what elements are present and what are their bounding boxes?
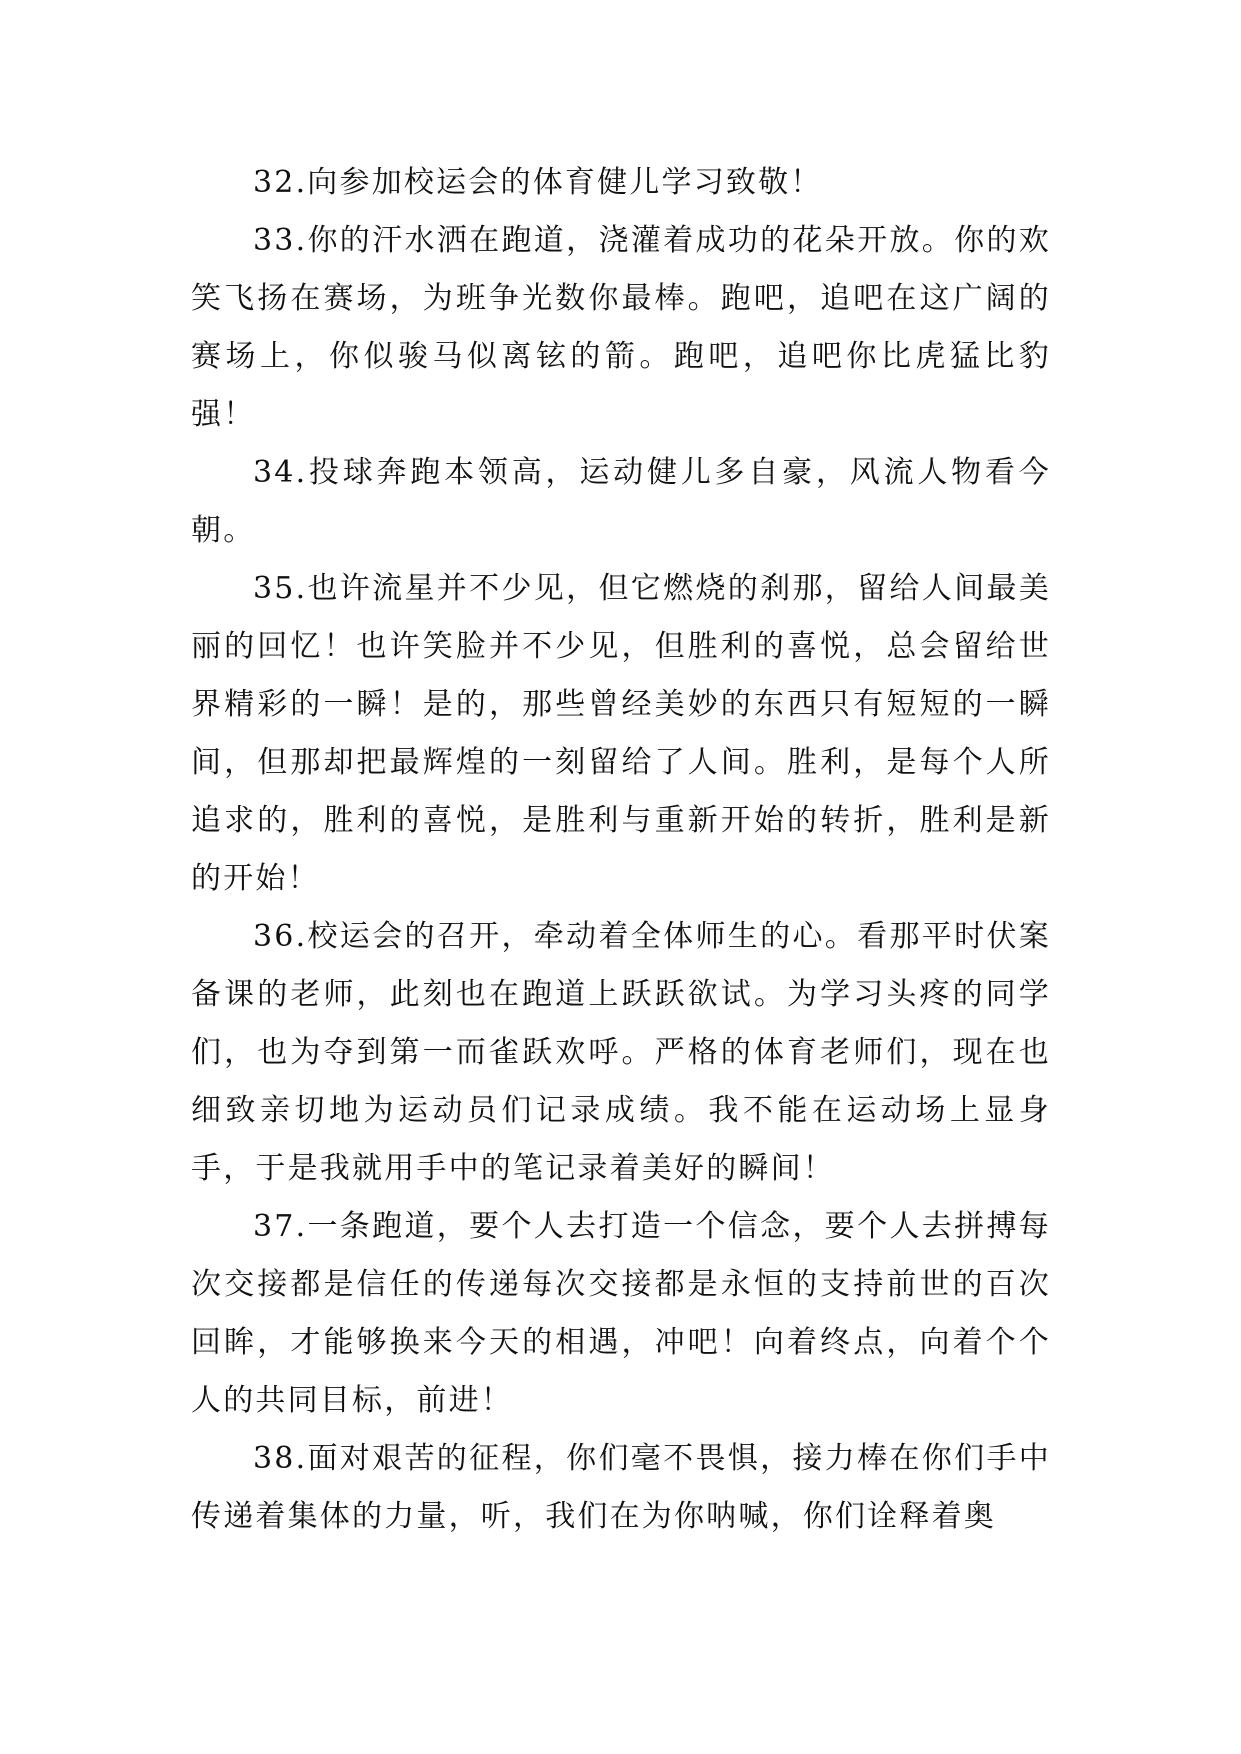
paragraph-34: 34.投球奔跑本领高，运动健儿多自豪，风流人物看今朝。: [191, 455, 1051, 548]
document-body: [191, 154, 1051, 1546]
paragraph-33: 33.你的汗水洒在跑道，浇灌着成功的花朵开放。你的欢笑飞扬在赛场，为班争光数你最棒。跑吧，追吧在这广阔的赛场上，你似骏马似离铉的箭。跑吧，追吧你比虎猛比豹强！: [191, 223, 1051, 432]
paragraph-32: 32.向参加校运会的体育健儿学习致敬！: [253, 165, 823, 200]
paragraph-36: 36.校运会的召开，牵动着全体师生的心。看那平时伏案备课的老师，此刻也在跑道上跃跃欲试。为学习头疼的同学们，也为夺到第一而雀跃欢呼。严格的体育老师们，现在也细致亲切地为运动员们记录成绩。我不能在运动场上显身手，于是我就用手中的笔记录着美好的瞬间！: [191, 919, 1051, 1186]
paragraph-35: 35.也许流星并不少见，但它燃烧的刹那，留给人间最美丽的回忆！也许笑脸并不少见，但胜利的喜悦，总会留给世界精彩的一瞬！是的，那些曾经美妙的东西只有短短的一瞬间，但那却把最辉煌的一刻留给了人间。胜利，是每个人所追求的，胜利的喜悦，是胜利与重新开始的转折，胜利是新的开始！: [191, 571, 1051, 896]
paragraph-37: 37.一条跑道，要个人去打造一个信念，要个人去拼搏每次交接都是信任的传递每次交接都是永恒的支持前世的百次回眸，才能够换来今天的相遇，冲吧！向着终点，向着个个人的共同目标，前进！: [191, 1209, 1051, 1418]
paragraph-38: 38.面对艰苦的征程，你们毫不畏惧，接力棒在你们手中传递着集体的力量，听，我们在为你呐喊，你们诠释着奥: [191, 1441, 1051, 1534]
